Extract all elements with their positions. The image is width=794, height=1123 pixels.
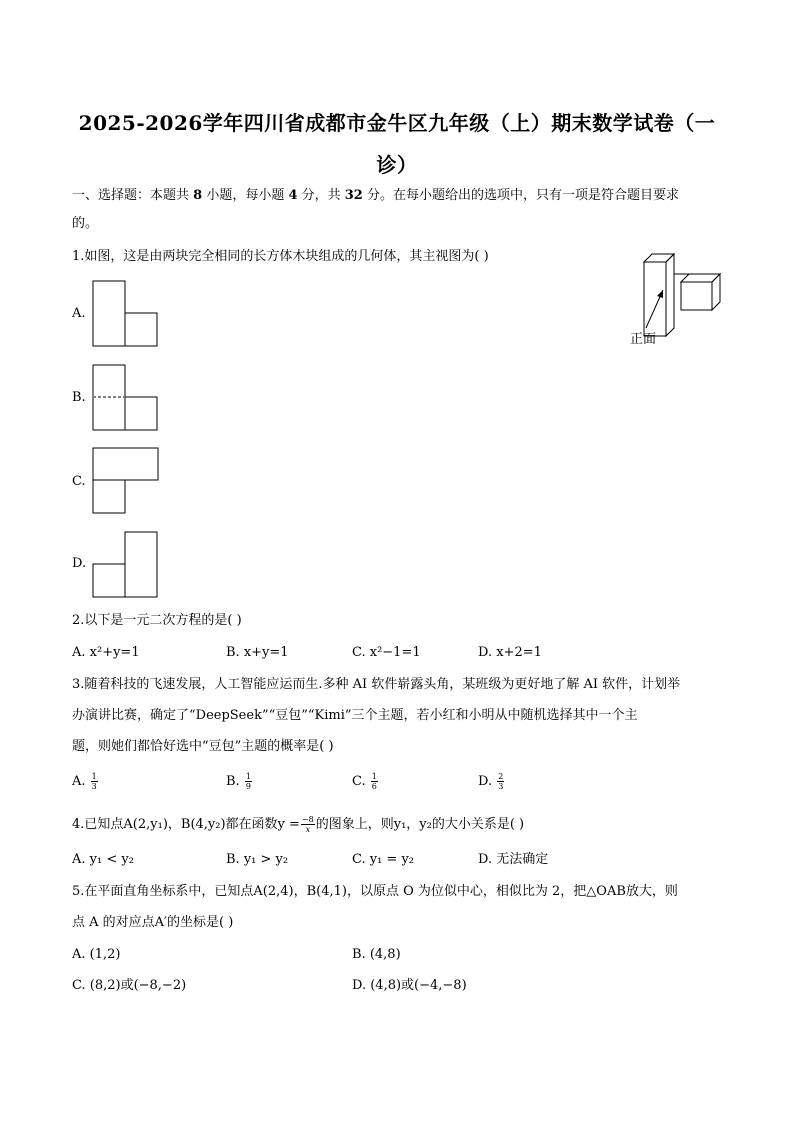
fraction-numerator: 1 — [91, 772, 97, 781]
exam-title-line1: 2025-2026学年四川省成都市金牛区九年级（上）期末数学试卷（一 — [78, 111, 716, 135]
section-text-b: 小题，每小题 — [202, 188, 289, 203]
q3-stem-line3: 题，则她们都恰好选中“豆包”主题的概率是( ) — [72, 739, 334, 754]
q3-stem-line2: 办演讲比赛，确定了“DeepSeek”“豆包”“Kimi”三个主题，若小红和小明从中随机选择其中一个主 — [72, 708, 638, 723]
q1-option-b-label[interactable]: B. — [72, 390, 86, 405]
q1-option-d-label[interactable]: D. — [72, 556, 87, 571]
q3-option-b-label: B. — [226, 774, 240, 789]
q5-option-b[interactable]: B. (4,8) — [352, 947, 401, 962]
section-count: 8 — [193, 188, 203, 203]
q4-function-fraction — [301, 815, 315, 834]
exam-title-line2: 诊） — [376, 153, 418, 177]
q1-option-c-figure — [92, 447, 162, 517]
q4-stem-part-b: 的图象上，则y₁，y₂的大小关系是( ) — [315, 817, 525, 832]
fraction-numerator: 1 — [371, 772, 377, 781]
q2-option-a[interactable]: A. x²+y=1 — [72, 645, 140, 660]
section-text-d: 分。在每小题给出的选项中，只有一项是符合题目要求 — [362, 188, 679, 203]
q3-option-d-label: D. — [478, 774, 493, 789]
fraction-numerator: 2 — [498, 772, 504, 781]
q4-option-a[interactable]: A. y₁ < y₂ — [72, 852, 134, 867]
q1-stem: 1.如图，这是由两块完全相同的长方体木块组成的几何体，其主视图为( ) — [72, 249, 489, 264]
q3-option-c-fraction — [371, 772, 378, 791]
fraction-denominator: 9 — [245, 782, 251, 791]
q1-option-b-figure — [92, 364, 162, 434]
section-heading-line2: 的。 — [72, 216, 99, 231]
q3-option-d-fraction — [497, 772, 504, 791]
q2-option-b[interactable]: B. x+y=1 — [226, 645, 289, 660]
q2-option-c[interactable]: C. x²−1=1 — [352, 645, 421, 660]
fraction-denominator: x — [305, 825, 311, 834]
q1-option-d-figure — [92, 531, 162, 601]
q5-option-d[interactable]: D. (4,8)或(−4,−8) — [352, 978, 467, 993]
q3-option-c-label: C. — [352, 774, 366, 789]
q3-option-a-fraction — [91, 772, 98, 791]
q1-option-a-label[interactable]: A. — [72, 306, 86, 321]
q3-stem-line1: 3.随着科技的飞速发展，人工智能应运而生.多种 AI 软件崭露头角，某班级为更好地了解 AI 软件，计划举 — [72, 677, 681, 692]
section-total: 32 — [344, 188, 363, 203]
q3-option-b[interactable] — [226, 772, 253, 792]
fraction-numerator: 1 — [245, 772, 251, 781]
section-text-a: 一、选择题：本题共 — [72, 188, 194, 203]
q4-option-d[interactable]: D. 无法确定 — [478, 852, 549, 867]
q3-option-a-label: A. — [72, 774, 86, 789]
q3-option-c[interactable] — [352, 772, 379, 792]
q4-stem-part-a: 4.已知点A(2,y₁)，B(4,y₂)都在函数y = — [72, 817, 300, 832]
q5-stem-line2: 点 A 的对应点A′的坐标是( ) — [72, 915, 234, 930]
q5-option-c[interactable]: C. (8,2)或(−8,−2) — [72, 978, 187, 993]
q4-stem — [72, 815, 524, 835]
q3-option-a[interactable] — [72, 772, 99, 792]
section-points: 4 — [288, 188, 298, 203]
q2-stem: 2.以下是一元二次方程的是( ) — [72, 613, 242, 628]
q1-figure-label: 正面 — [630, 332, 657, 347]
section-text-c: 分，共 — [297, 188, 345, 203]
section-heading — [72, 186, 679, 206]
q1-option-c-label[interactable]: C. — [72, 474, 86, 489]
fraction-denominator: 3 — [91, 782, 97, 791]
fraction-numerator: −8 — [301, 815, 314, 824]
q4-option-c[interactable]: C. y₁ = y₂ — [352, 852, 415, 867]
q1-option-a-figure — [92, 280, 162, 350]
q5-stem-line1: 5.在平面直角坐标系中，已知点A(2,4)，B(4,1)，以原点 O 为位似中心，相似比为 2，把△OAB放大，则 — [72, 884, 678, 899]
q3-option-b-fraction — [245, 772, 252, 791]
q5-option-a[interactable]: A. (1,2) — [72, 947, 121, 962]
q3-option-d[interactable] — [478, 772, 505, 792]
fraction-denominator: 6 — [371, 782, 377, 791]
q2-option-d[interactable]: D. x+2=1 — [478, 645, 542, 660]
fraction-denominator: 3 — [498, 782, 504, 791]
exam-title — [60, 102, 734, 186]
q4-option-b[interactable]: B. y₁ > y₂ — [226, 852, 289, 867]
